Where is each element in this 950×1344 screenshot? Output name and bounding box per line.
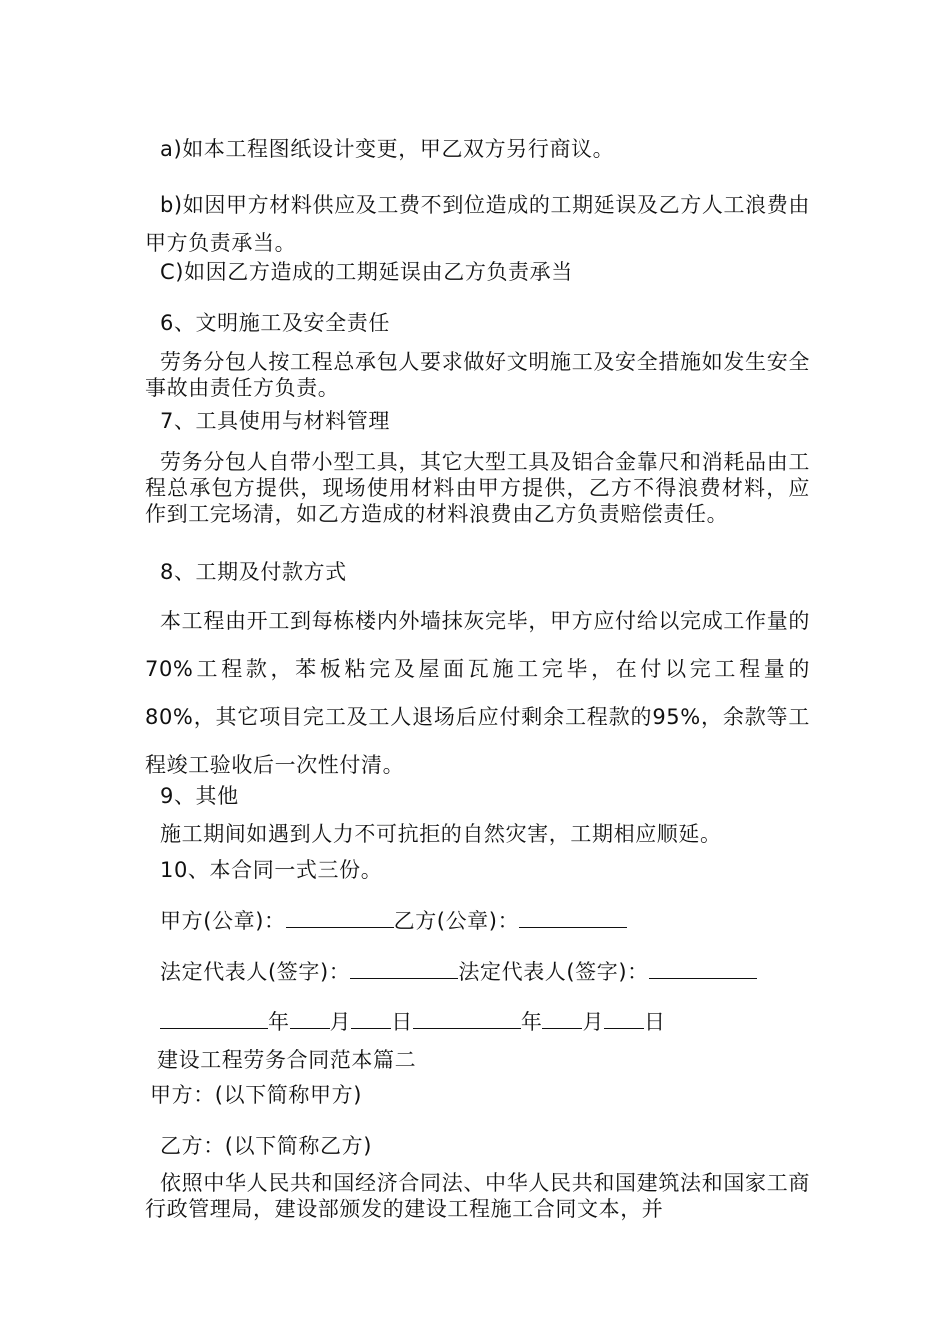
month-a-label: 月 xyxy=(329,1010,352,1034)
party-b-line: 乙方：(以下简称乙方) xyxy=(160,1134,372,1158)
date-line xyxy=(160,1008,666,1035)
clause-a: a)如本工程图纸设计变更，甲乙双方另行商议。 xyxy=(160,137,615,161)
seal-line xyxy=(160,907,627,934)
year-b-blank xyxy=(413,1008,521,1029)
section-7-title: 7、工具使用与材料管理 xyxy=(160,409,390,433)
party-b-seal-label: 乙方(公章)： xyxy=(393,909,520,933)
section-7-body: 劳务分包人自带小型工具，其它大型工具及铝合金靠尺和消耗品由工程总承包方提供，现场使用材料由甲方提供，乙方不得浪费材料，应作到工完场清，如乙方造成的材料浪费由乙方负责赔偿责任。 xyxy=(145,450,810,526)
month-b-blank xyxy=(542,1008,582,1029)
section-8-body: 本工程由开工到每栋楼内外墙抹灰完毕，甲方应付给以完成工作量的 70%工程款，苯板粘完及屋面瓦施工完毕，在付以完工程量的 80%，其它项目完工及工人退场后应付剩余工程款的95%，余款等工程竣工验收后一次性付清。 xyxy=(145,609,810,777)
section-9-body: 施工期间如遇到人力不可抗拒的自然灾害，工期相应顺延。 xyxy=(160,822,722,846)
day-b-label: 日 xyxy=(644,1010,666,1034)
intro-paragraph: 依照中华人民共和国经济合同法、中华人民共和国建筑法和国家工商行政管理局，建设部颁发的建设工程施工合同文本，并 xyxy=(145,1171,810,1221)
party-a-seal-label: 甲方(公章)： xyxy=(160,909,286,933)
year-b-label: 年 xyxy=(520,1010,543,1034)
month-a-blank xyxy=(290,1008,330,1029)
legal-rep-b-label: 法定代表人(签字)： xyxy=(458,960,649,984)
section-6-body: 劳务分包人按工程总承包人要求做好文明施工及安全措施如发生安全事故由责任方负责。 xyxy=(145,350,810,400)
day-b-blank xyxy=(604,1008,644,1029)
section-title-part-two: 建设工程劳务合同范本篇二 xyxy=(157,1048,417,1072)
clause-b: b)如因甲方材料供应及工费不到位造成的工期延误及乙方人工浪费由甲方负责承当。 xyxy=(145,193,810,255)
party-a-line: 甲方：(以下简称甲方) xyxy=(150,1083,362,1107)
party-a-seal-blank xyxy=(286,907,394,928)
legal-rep-b-blank xyxy=(649,958,757,979)
year-a-label: 年 xyxy=(268,1010,290,1034)
year-a-blank xyxy=(160,1008,268,1029)
legal-rep-line xyxy=(160,958,757,985)
section-8-title: 8、工期及付款方式 xyxy=(160,560,347,584)
day-a-label: 日 xyxy=(391,1010,413,1034)
section-9-title: 9、其他 xyxy=(160,784,239,808)
day-a-blank xyxy=(351,1008,391,1029)
legal-rep-a-blank xyxy=(350,958,458,979)
section-10: 10、本合同一式三份。 xyxy=(160,858,383,882)
month-b-label: 月 xyxy=(582,1010,605,1034)
legal-rep-a-label: 法定代表人(签字)： xyxy=(160,960,351,984)
party-b-seal-blank xyxy=(519,907,627,928)
clause-c: C)如因乙方造成的工期延误由乙方负责承当 xyxy=(160,260,573,284)
section-6-title: 6、文明施工及安全责任 xyxy=(160,311,390,335)
